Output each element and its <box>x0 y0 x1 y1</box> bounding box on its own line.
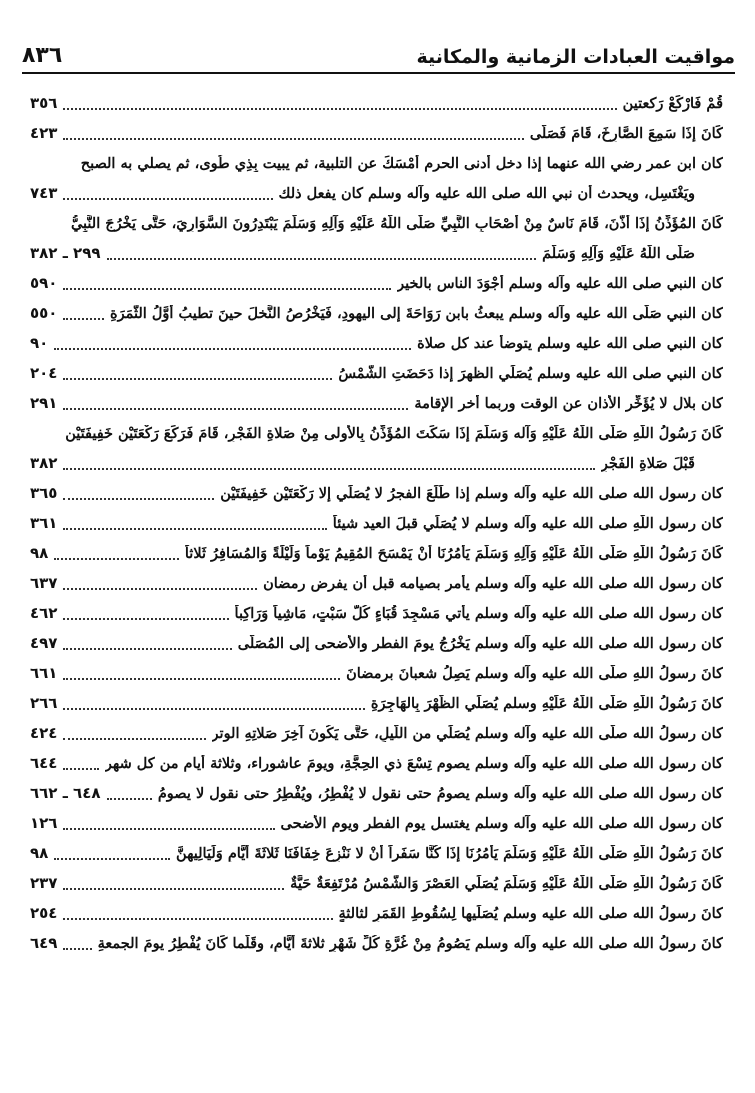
page-reference: ٦٤٨ ـ ٦٦٢ <box>30 784 101 802</box>
entry-text: صَلَّى اللَّهُ عَلَيْهِ وَآلِهِ وَسَلَّمَ <box>542 244 695 262</box>
entry-text: كان النبي صلى الله عليه وسلم يتوضأ عند كل صلاة <box>417 334 723 352</box>
dot-leader <box>54 558 179 560</box>
entry-text: كانَ رَسُولُ اللَّهِ صَلَّى اللَّهُ عَلَيْهِ وَسَلَّمَ يَأْمُرُنَا إِذَا كُنَّا سَفَراً أَنْ لا نَنْزِعَ خِفَافَنَا ثَلاثَةَ أَيَّامٍ وَلَيَالِيهِنَّ <box>176 844 723 862</box>
index-entry <box>30 448 723 478</box>
dot-leader <box>63 138 523 140</box>
dot-leader <box>63 108 616 110</box>
page-reference: ١٢٦ <box>30 814 58 832</box>
page-reference: ٣٦٥ <box>30 484 58 502</box>
index-entry <box>30 628 723 658</box>
page-reference: ٥٩٠ <box>30 274 58 292</box>
page-reference: ٦٦١ <box>30 664 58 682</box>
index-entry <box>30 208 723 238</box>
index-entry <box>30 718 723 748</box>
page-reference: ٩٨ <box>30 544 49 562</box>
index-entry <box>30 148 723 178</box>
index-entry <box>30 478 723 508</box>
dot-leader <box>63 768 98 770</box>
dot-leader <box>63 738 205 740</box>
page-reference: ٦٣٧ <box>30 574 58 592</box>
page-reference: ٣٦١ <box>30 514 58 532</box>
entry-text: كان النبي صَلَّى الله عليه وآله وسلم يبعثُ بابنِ رَوَاحَةَ إلى اليهودِ، فَيَخْرُصُ النَّخلَ حينَ تطيبُ أَوَّلُ الثَّمَرَةِ <box>110 304 723 322</box>
dot-leader <box>63 828 274 830</box>
entry-text: كَانَ رَسُولُ اللَّهِ صَلَّى اللَّهُ عَلَيْهِ وَآله وَسَلَّمَ إِذَا سَكَتَ المُؤَذِّنُ بِالأُولى مِنْ صَلاةِ الفَجْرِ، قَامَ فَرَكَعَ رَكْعَتَيْنِ خَفِيفَتَيْنِ <box>65 424 723 442</box>
page-reference: ٣٨٢ <box>30 454 58 472</box>
entry-text: كان رسول الله صلى الله عليه وآله وسلم يصوم تِسْعَ ذي الحِجَّةِ، ويومَ عاشوراء، وثلاثة أيام من كل شهر <box>104 754 723 772</box>
page-reference: ٩٨ <box>30 844 49 862</box>
entry-text: كان النبي صلى الله عليه وآله وسلم أَجْوَدَ الناس بالخير <box>397 274 723 292</box>
entry-text: كَانَ رَسُولُ اللَّهِ صَلَّى اللَّهُ عَلَيْهِ وَآلِهِ وَسَلَّمَ يَأْمُرُنَا أَنْ يَمْسَحَ المُقِيمُ يَوْماً وَلَيْلَةً وَالمُسَافِرُ ثَلاثاً <box>184 544 723 562</box>
page-reference: ٧٤٣ <box>30 184 58 202</box>
entry-text: كَانَ المُؤَذِّنُ إِذَا أَذَّنَ، قَامَ نَاسٌ مِنْ أَصْحَابِ النَّبِيِّ صَلَّى اللَّهُ عَلَيْهِ وَآلِهِ وَسَلَّمَ يَبْتَدِرُونَ السَّوَارِيَ، حَتَّى يَخْرُجَ النَّبِيُّ <box>70 214 723 232</box>
index-entry <box>30 358 723 388</box>
index-entry <box>30 538 723 568</box>
page-reference: ٣٥٦ <box>30 94 58 112</box>
entry-text: كان رسولُ الله صلَّى الله عليه وآله وسلم يُصَلِّي من اللَّيلِ، حَتَّى يَكُونَ آخِرَ صَلاتِهِ الوتر <box>211 724 723 742</box>
page-reference: ٢٠٤ <box>30 364 58 382</box>
entry-text: كان رسول الله صلى الله عليه وآله وسلم يَخْرُجُ يومَ الفطر والأضحى إلى المُصَلَّى <box>237 634 723 652</box>
dot-leader <box>54 348 411 350</box>
dot-leader <box>63 378 332 380</box>
hadith-index-list <box>30 88 723 958</box>
page-reference: ٤٦٢ <box>30 604 58 622</box>
page-number: ٨٣٦ <box>22 43 63 68</box>
page-reference: ٤٢٣ <box>30 124 58 142</box>
dot-leader <box>63 468 594 470</box>
entry-text: كان ابن عمر رضي الله عنهما إذا دخل أدنى الحرم أَمْسَكَ عن التلبية، ثم يبيت بِذِي طُوى، ثم يصلي به الصبح <box>80 154 723 172</box>
entry-text: كان رسول اللَّهِ صلى الله عليه وآله وسلم لا يُصَلِّي قبلَ العيد شيئاً <box>332 514 723 532</box>
page-header <box>22 30 735 68</box>
dot-leader <box>63 588 257 590</box>
dot-leader <box>63 708 364 710</box>
entry-text: كَانَ رَسُولُ اللَّهِ صَلَّى اللَّهُ عَلَيْهِ وَسَلَّمَ يُصَلِّي العَصْرَ وَالشَّمْسُ مُرْتَفِعَةٌ حَيَّةٌ <box>290 874 723 892</box>
dot-leader <box>63 918 332 920</box>
header-rule <box>22 72 735 74</box>
page-reference: ٥٥٠ <box>30 304 58 322</box>
entry-text: كان رسول الله صلى الله عليه وآله وسلم يأمر بصيامه قبل أن يفرض رمضان <box>263 574 723 592</box>
index-entry <box>30 928 723 958</box>
page-reference: ٤٩٧ <box>30 634 58 652</box>
index-entry <box>30 388 723 418</box>
index-entry <box>30 748 723 778</box>
index-entry <box>30 808 723 838</box>
dot-leader <box>63 648 231 650</box>
index-entry <box>30 238 723 268</box>
entry-text: كانَ رَسُولُ اللَّهِ صَلَّى اللَّهُ عَلَيْهِ وسلم يُصَلِّي الظُّهْرَ بِالهَاجِرَةِ <box>370 694 723 712</box>
index-entry <box>30 298 723 328</box>
page-reference: ٦٤٩ <box>30 934 58 952</box>
dot-leader <box>63 498 214 500</box>
page-reference: ٩٠ <box>30 334 49 352</box>
page-reference: ٢٣٧ <box>30 874 58 892</box>
entry-text: كان رسول الله صلى الله عليه وآله وسلم يغتسل يوم الفطر ويوم الأضحى <box>280 814 723 832</box>
page-reference: ٢٥٤ <box>30 904 58 922</box>
index-entry <box>30 658 723 688</box>
entry-text: كان بلال لا يُؤَخِّر الأذان عن الوقت وربما أخر الإقامة <box>414 394 723 412</box>
entry-text: كان النبي صلى الله عليه وسلم يُصَلِّي الظهرَ إذا دَحَضَتِ الشَّمْسُ <box>338 364 723 382</box>
index-entry <box>30 778 723 808</box>
dot-leader <box>63 888 284 890</box>
dot-leader <box>63 948 91 950</box>
entry-text: كان رسول الله صلى الله عليه وآله وسلم يصومُ حتى نقول لا يُفْطِرُ، ويُفْطِرُ حتى نقول لا يصومُ <box>157 784 723 802</box>
dot-leader <box>63 318 104 320</box>
index-entry <box>30 568 723 598</box>
index-entry <box>30 898 723 928</box>
dot-leader <box>63 198 272 200</box>
index-entry <box>30 88 723 118</box>
dot-leader <box>63 408 408 410</box>
index-entry <box>30 328 723 358</box>
entry-text: كانَ رسولُ الله صلى الله عليه وآله وسلم يَصُومُ مِنْ غُرَّةِ كُلِّ شَهْرٍ ثلاثةَ أَيَّامٍ، وقَلَّما كَانَ يُفْطِرُ يومَ الجمعةِ <box>97 934 723 952</box>
entry-text: كان رسول الله صلى الله عليه وآله وسلم يأتي مَسْجِدَ قُبَاءٍ كُلَّ سَبْتٍ، مَاشِياً وَرَاكِباً <box>234 604 723 622</box>
page-reference: ٢٦٦ <box>30 694 58 712</box>
dot-leader <box>54 858 170 860</box>
entry-text: كانَ رسولُ اللهِ صلَّى الله عليه وآله وسلم يَصِلُ شعبانَ برمضانَ <box>346 664 723 682</box>
index-entry <box>30 508 723 538</box>
dot-leader <box>107 258 537 260</box>
page-reference: ٢٩٩ ـ ٣٨٢ <box>30 244 101 262</box>
entry-text: كَانَ إِذَا سَمِعَ الصَّارِخَ، قَامَ فَصَلَّى <box>529 124 723 142</box>
index-entry <box>30 838 723 868</box>
page-reference: ٢٩١ <box>30 394 58 412</box>
page-reference: ٦٤٤ <box>30 754 58 772</box>
entry-text: ويَغْتَسِل، ويحدث أن نبي الله صلى الله عليه وآله وسلم كان يفعل ذلك <box>278 184 695 202</box>
entry-text: كان رسول الله صلى الله عليه وآله وسلم إذا طَلَعَ الفجرُ لا يُصَلِّي إلا رَكْعَتَيْنِ خَفِيفَتَيْنِ <box>220 484 723 502</box>
page-reference: ٤٢٤ <box>30 724 58 742</box>
index-entry <box>30 688 723 718</box>
index-entry <box>30 598 723 628</box>
index-entry <box>30 178 723 208</box>
index-entry <box>30 118 723 148</box>
index-entry <box>30 868 723 898</box>
index-entry <box>30 268 723 298</box>
running-title: مواقيت العبادات الزمانية والمكانية <box>416 46 735 68</box>
dot-leader <box>107 798 152 800</box>
dot-leader <box>63 678 340 680</box>
dot-leader <box>63 288 391 290</box>
entry-text: قَبْلَ صَلاةِ الفَجْرِ <box>600 454 695 472</box>
entry-text: قُمْ فَارْكَعْ رَكعتين <box>622 94 723 112</box>
dot-leader <box>63 618 228 620</box>
entry-text: كانَ رسولُ الله صلى الله عليه وسلم يُصَلِّيها لِسُقُوطِ القَمَرِ لثالثةٍ <box>338 904 723 922</box>
index-entry <box>30 418 723 448</box>
dot-leader <box>63 528 326 530</box>
